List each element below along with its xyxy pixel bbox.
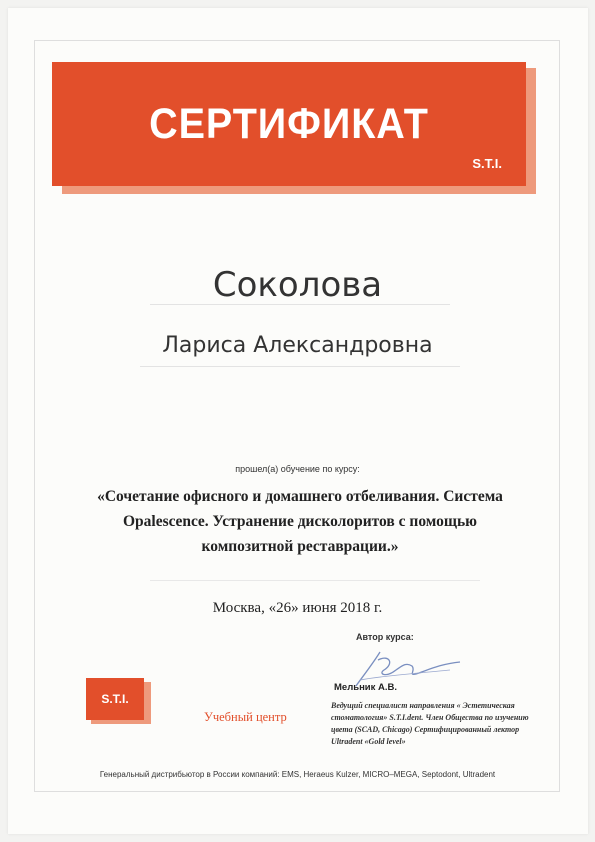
footer-distributor: Генеральный дистрибьютор в России компаний: EMS, Heraeus Kulzer, MICRO–MEGA, Septodont, Ultradent (99, 770, 496, 779)
divider (140, 366, 460, 367)
training-center-label: Учебный центр (204, 710, 287, 724)
banner-logo: S.T.I. (472, 156, 502, 171)
divider (150, 580, 480, 581)
course-intro: прошел(а) обучение по курсу: (235, 464, 360, 474)
course-title: «Сочетание офисного и домашнего отбеливания. Система Opalescence. Устранение дисколоритов с помощью композитной реставрации.» (97, 488, 503, 555)
recipient-name: Лариса Александровна (162, 333, 433, 358)
divider (150, 304, 450, 305)
author-name: Мельник А.В. (334, 682, 398, 693)
recipient-surname: Соколова (212, 265, 383, 305)
author-label: Автор курса: (356, 632, 414, 642)
certificate-banner (52, 62, 526, 186)
sti-logo: S.T.I. (86, 678, 144, 720)
author-description: Ведущий специалист направления « Эстетическая стоматология» S.T.I.dent. Член Общества по изучению цвета (SCAD, Chicago) Сертифицированный лектор Ultradent «Gold level» (331, 701, 529, 746)
issue-date: Москва, «26» июня 2018 г. (212, 600, 383, 616)
certificate-title: СЕРТИФИКАТ (149, 100, 429, 148)
